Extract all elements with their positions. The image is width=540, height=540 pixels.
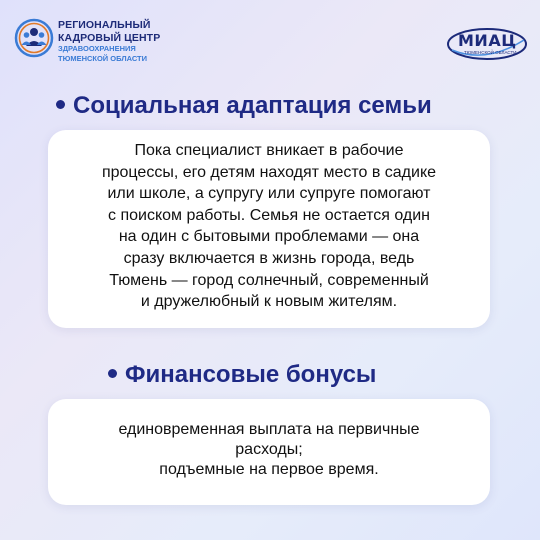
text-line: подъемные на первое время. [159, 461, 379, 478]
bullet-dot-icon [108, 369, 117, 378]
text-line: с поиском работы. Семья не остается один [108, 206, 430, 224]
bullet-dot-icon [56, 100, 65, 109]
people-emblem-icon [14, 18, 54, 58]
miac-subtitle: ТЮМЕНСКОЙ ОБЛАСТИ [464, 50, 517, 55]
section-heading-financial-bonuses [108, 361, 376, 389]
text-line: сразу включается в жизнь города, ведь [123, 249, 415, 267]
card-text [66, 420, 472, 480]
text-line: единовременная выплата на первичные [118, 421, 420, 438]
regional-hr-center-logo [14, 14, 174, 62]
financial-bonuses-card [48, 399, 490, 505]
text-line: или школе, а супругу или супруге помогают [107, 185, 431, 203]
text-line: Пока специалист вникает в рабочие [134, 142, 404, 159]
heading-text: Финансовые бонусы [125, 361, 377, 388]
miac-logo [446, 26, 528, 62]
section-heading-social-adaptation [56, 92, 432, 120]
text-line: и дружелюбный к новым жителям. [140, 293, 398, 311]
social-adaptation-card [48, 130, 490, 328]
text-line: процессы, его детям находят место в садике [101, 163, 437, 181]
card-text [66, 140, 472, 313]
logo-line-2: КАДРОВЫЙ ЦЕНТР [58, 31, 161, 44]
heading-text: Социальная адаптация семьи [73, 92, 432, 119]
miac-brand-text: МИАЦ [458, 31, 517, 50]
text-line: на один с бытовыми проблемами — она [118, 228, 420, 246]
text-line: Тюмень — город солнечный, современный [109, 271, 429, 289]
logo-line-1: РЕГИОНАЛЬНЫЙ [58, 19, 151, 31]
logo-line-3: ЗДРАВООХРАНЕНИЯ [58, 44, 136, 53]
text-line: расходы; [235, 441, 303, 458]
logo-line-4: ТЮМЕНСКОЙ ОБЛАСТИ [58, 53, 148, 63]
